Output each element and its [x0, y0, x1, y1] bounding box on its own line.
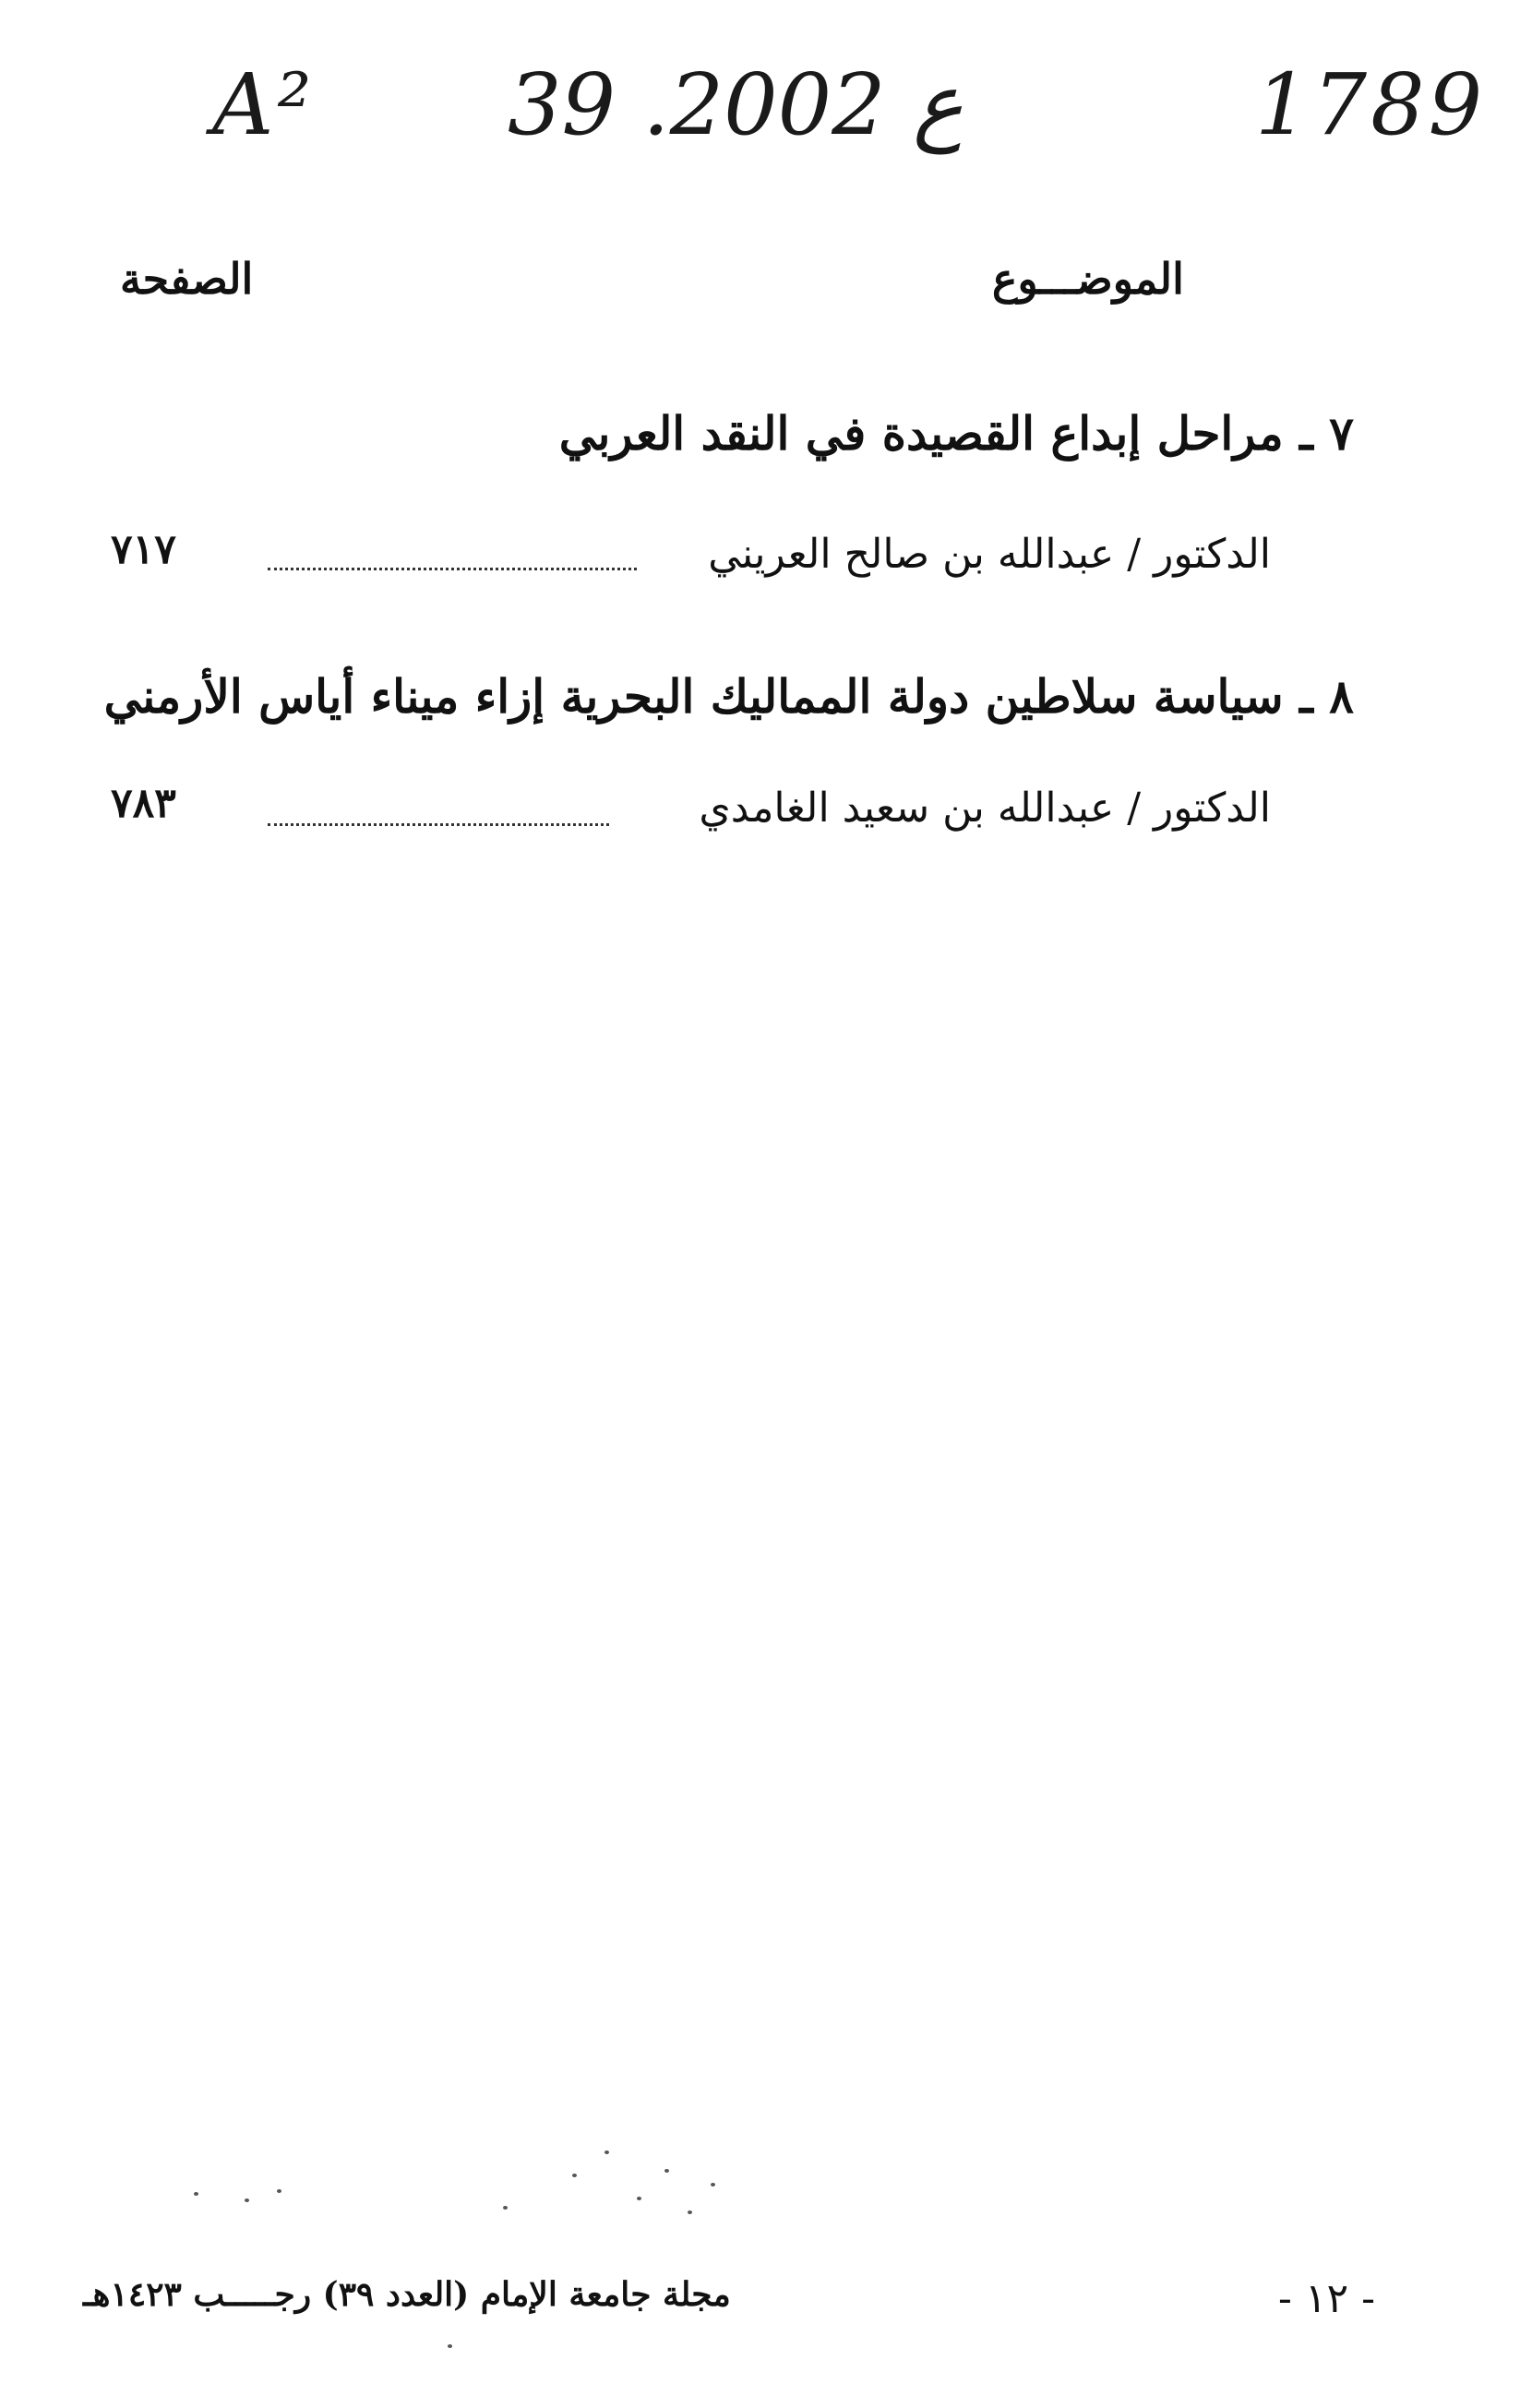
- toc-entry-author: الدكتور / عبدالله بن صالح العريني: [708, 531, 1271, 578]
- scan-speck: [604, 2150, 609, 2154]
- scan-speck: [637, 2197, 641, 2200]
- toc-dot-leader: [268, 568, 637, 570]
- handwritten-annotation-left: A²: [212, 55, 316, 154]
- handwritten-annotation-middle: 39 .ع 2002: [508, 55, 963, 154]
- scan-speck: [688, 2210, 692, 2214]
- toc-entry-page-number: ٧٨٣: [111, 780, 176, 827]
- scan-speck: [572, 2174, 577, 2177]
- scan-speck: [245, 2198, 249, 2202]
- footer-journal-citation: مجلة جامعة الإمام (العدد ٣٩) رجـــــب ١٤٢٣هـ: [83, 2275, 731, 2314]
- scan-speck: [277, 2189, 281, 2193]
- handwritten-annotation-right: 1789: [1255, 55, 1487, 154]
- toc-dot-leader: [268, 823, 609, 826]
- scan-speck: [448, 2344, 452, 2348]
- column-header-subject: الموضـــوع: [992, 254, 1184, 304]
- footer-page-number: - ١٢ -: [1278, 2275, 1375, 2322]
- toc-entry-author: الدكتور / عبدالله بن سعيد الغامدي: [699, 785, 1271, 832]
- scan-speck: [664, 2169, 669, 2173]
- toc-entry-title: ٧ ـ مراحل إبداع القصيدة في النقد العربي: [558, 406, 1354, 461]
- scan-speck: [194, 2192, 198, 2196]
- toc-entry-page-number: ٧١٧: [111, 526, 176, 573]
- toc-entry-title: ٨ ـ سياسة سلاطين دولة المماليك البحرية إزاء ميناء أياس الأرمني: [103, 669, 1354, 724]
- scan-speck: [503, 2206, 508, 2210]
- column-header-page: الصفحة: [120, 254, 254, 304]
- scan-speck: [711, 2183, 715, 2186]
